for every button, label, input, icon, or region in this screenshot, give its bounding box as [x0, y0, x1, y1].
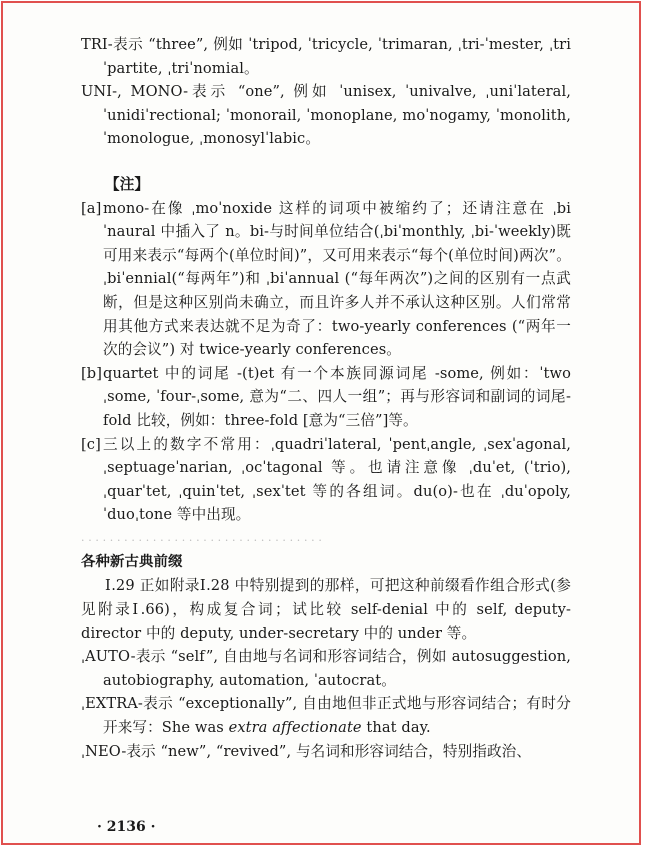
spacer — [81, 151, 571, 173]
page-content — [81, 33, 571, 763]
entry-extra-italic: extra affectionate — [228, 719, 362, 737]
section-intro: Ⅰ.29 正如附录Ⅰ.28 中特别提到的那样，可把这种前缀看作组合形式(参见附录Ⅰ.66)，构成复合词；试比较 self-denial 中的 self, deputy-director 中的 deputy, under-secretary 中的 under 等。 — [81, 577, 571, 642]
note-c-text: 三以上的数字不常用：ˌquadriˈlateral, ˈpentˌangle, ˌsexˈagonal, ˌseptuageˈnarian, ˌocˈtagonal 等。也请注意像 ˌduˈet, (ˈtrio), ˌquarˈtet, ˌquinˈtet, ˌsexˈtet 等的各组词。du(o)-也在 ˌduˈopoly, ˈduoˌtone 等中出现。 — [103, 435, 571, 524]
note-a — [81, 197, 571, 362]
entry-extra — [81, 692, 571, 739]
entry-extra-post: that day. — [361, 719, 431, 737]
note-c — [81, 433, 571, 527]
entry-extra-pre: ˌEXTRA-表示 “exceptionally”, 自由地但非正式地与形容词结合；有时分开来写：She was — [81, 695, 571, 737]
note-b — [81, 362, 571, 433]
page-number: · 2136 · — [97, 819, 156, 835]
note-b-text: quartet 中的词尾 -(t)et 有一个本族同源词尾 -some, 例如：ˈtwoˌsome, ˈfour-ˌsome, 意为“二、四人一组”；再与形容词和副词的词尾-fold 比较，例如：three-fold [意为“三倍”]等。 — [103, 364, 571, 429]
notes-title: 【注】 — [105, 175, 150, 193]
entry-uni-mono: UNI-, MONO-表示 “one”, 例如 ˈunisex, ˈunivalve, ˌuniˈlateral, ˈunidiˈrectional; ˈmonorail, ˈmonoplane, moˈnogamy, ˈmonolith, ˈmonologue, ˌmonosylˈlabic。 — [81, 83, 571, 148]
book-page — [1, 1, 641, 845]
note-a-text: mono-在像 ˌmoˈnoxide 这样的词项中被缩约了；还请注意在 ˌbiˈnaural 中插入了 n。bi-与时间单位结合(ˌbiˈmonthly, ˌbi-ˈweekly)既可用来表示“每两个(单位时间)”，又可用来表示“每个(单位时间)两次”。ˌbiˈennial(“每两年”)和 ˌbiˈannual (“每年两次”)之间的区别有一点武断，但是这种区别尚未确立，而且许多人并不承认这种区别。人们常常用其他方式来表达就不足为奇了：two-yearly conferences (“两年一次的会议”) 对 twice-yearly conferences。 — [103, 199, 571, 359]
note-c-label: [c] — [81, 435, 101, 453]
entry-tri: TRI-表示 “three”, 例如 ˈtripod, ˈtricycle, ˈtrimaran, ˌtri-ˈmester, ˌtriˈpartite, ˌtriˈnomial。 — [81, 36, 571, 77]
entry-neo: ˌNEO-表示 “new”, “revived”, 与名词和形容词结合，特别指政治、 — [81, 742, 532, 760]
note-b-label: [b] — [81, 364, 103, 382]
entry-auto: ˌAUTO-表示 “self”, 自由地与名词和形容词结合，例如 autosuggestion, autobiography, automation, ˈautocrat。 — [81, 648, 571, 689]
section-heading: 各种新古典前缀 — [81, 553, 183, 570]
faint-bleed-through-line: · · · · · · · · · · · · · · · · · · · · · · · · · · · · · · · · · · — [81, 534, 322, 547]
note-a-label: [a] — [81, 199, 102, 217]
